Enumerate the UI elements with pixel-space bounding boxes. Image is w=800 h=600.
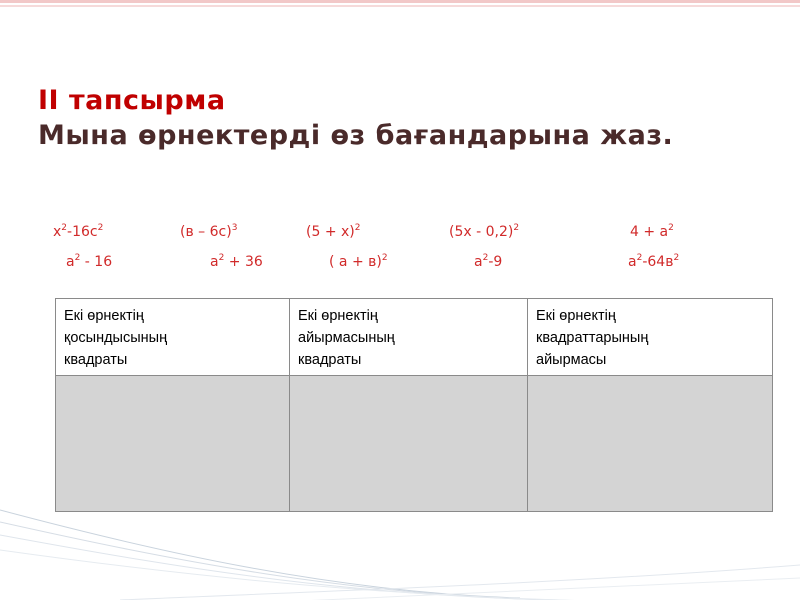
expression-item: $х^2-16с^2$ [53,223,104,240]
answer-cell-difference-square[interactable] [290,376,528,512]
answer-cell-sum-square[interactable] [56,376,290,512]
expression-item: $а^2 + 36$ [210,253,263,270]
table-header-row [56,299,773,376]
task-instruction: Мына өрнектерді өз бағандарына жаз. [38,120,674,151]
slide-title [38,83,673,153]
task-number: II тапсырма [38,85,226,116]
top-decorative-stripes [0,0,800,10]
expression-item: (5х - 0,2)$^2$ [449,223,520,240]
expression-item: $а^2 - 16$ [66,253,113,270]
column-header-sum-square: Екі өрнектің қосындысының квадраты [56,299,290,376]
answer-table [55,298,773,512]
column-header-difference-of-squares: Екі өрнектің квадраттарының айырмасы [528,299,773,376]
expression-item: $а^2-9$ [474,253,503,270]
answer-cell-difference-of-squares[interactable] [528,376,773,512]
column-header-difference-square: Екі өрнектің айырмасының квадраты [290,299,528,376]
table-row [56,376,773,512]
expression-item: $а^2-64в^2$ [628,253,680,270]
expression-item: $4 + а^2$ [630,223,674,240]
expression-item: $(5 + х)^2$ [306,223,361,240]
expression-item: (в – 6с)$^3$ [180,223,238,240]
expression-item: ( а + в)$^2$ [329,253,388,270]
